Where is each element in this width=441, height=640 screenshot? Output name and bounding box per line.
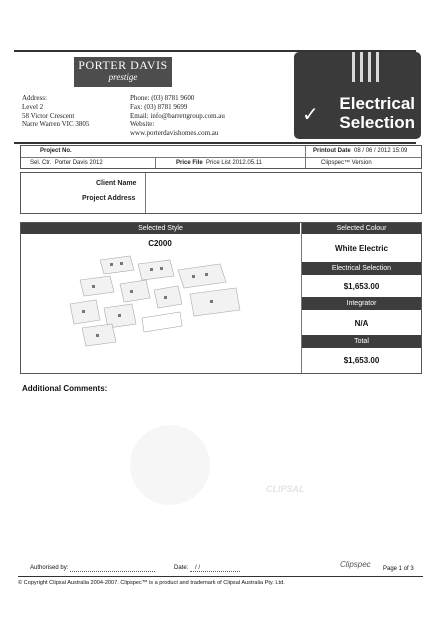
sel-ctr: Sel. Ctr. Porter Davis 2012 <box>30 160 103 166</box>
price-file: Price File Price List 2012.05.11 <box>176 160 262 166</box>
electrical-selection-label: Electrical Selection <box>302 262 421 275</box>
electrical-selection-badge <box>294 52 421 139</box>
address-line3: Narre Warren VIC 3805 <box>22 120 90 129</box>
brand-name: PORTER DAVIS <box>78 58 168 72</box>
email: Email: info@barrettgroup.com.au <box>130 111 225 120</box>
total-label: Total <box>302 335 421 348</box>
printout-date: Printout Date 08 / 06 / 2012 15:09 <box>313 148 408 154</box>
clipspec-version: Clipspec™ Version <box>321 160 372 166</box>
style-value: C2000 <box>148 239 172 248</box>
client-table <box>20 172 422 214</box>
colour-value: White Electric <box>335 244 388 253</box>
badge-line1: Electrical <box>339 94 415 113</box>
porter-davis-logo <box>74 57 172 87</box>
brand-tagline: prestige <box>108 72 138 82</box>
address-line2: 58 Victor Crescent <box>22 111 75 120</box>
selected-colour-header: Selected Colour <box>302 223 421 234</box>
badge-stripes <box>352 52 384 87</box>
electrical-selection-value: $1,653.00 <box>343 282 380 291</box>
date-label: Date: <box>174 565 189 571</box>
clipsal-watermark-shape <box>130 425 210 505</box>
project-address-label: Project Address <box>82 195 136 202</box>
date-slashes: / / <box>195 565 201 571</box>
badge-line2: Selection <box>339 113 415 132</box>
company-contact <box>130 94 225 138</box>
page-number: Page 1 of 3 <box>383 566 414 572</box>
clipsal-watermark: CLIPSAL <box>266 484 305 494</box>
check-icon: ✓ <box>302 104 319 126</box>
phone: Phone: (03) 8781 9600 <box>130 94 195 102</box>
selected-style-header: Selected Style <box>21 223 300 234</box>
integrator-value: N/A <box>354 319 369 328</box>
additional-comments-label: Additional Comments: <box>22 384 108 393</box>
client-name-label: Client Name <box>96 180 137 187</box>
header-bottom-rule <box>14 142 416 144</box>
switch-plates-illustration <box>60 250 250 350</box>
clipspec-logo: Clipspec <box>340 560 371 569</box>
project-no-label: Project No. <box>40 148 72 154</box>
authorised-signature-line <box>70 571 155 572</box>
address-line1: Level 2 <box>22 102 44 111</box>
footer-rule <box>18 576 423 577</box>
fax: Fax: (03) 8781 9699 <box>130 102 188 111</box>
company-address <box>22 94 89 129</box>
address-label: Address: <box>22 94 47 102</box>
authorised-by-label: Authorised by: <box>30 565 69 571</box>
integrator-label: Integrator <box>302 297 421 310</box>
date-line <box>190 571 240 572</box>
website: www.porterdavishomes.com.au <box>130 129 219 138</box>
total-value: $1,653.00 <box>343 356 380 365</box>
copyright: © Copyright Clipsal Australia 2004-2007. Clipspec™ is a product and trademark of Clipsal Australia Pty. Ltd. <box>18 580 285 586</box>
website-label: Website: <box>130 120 155 129</box>
